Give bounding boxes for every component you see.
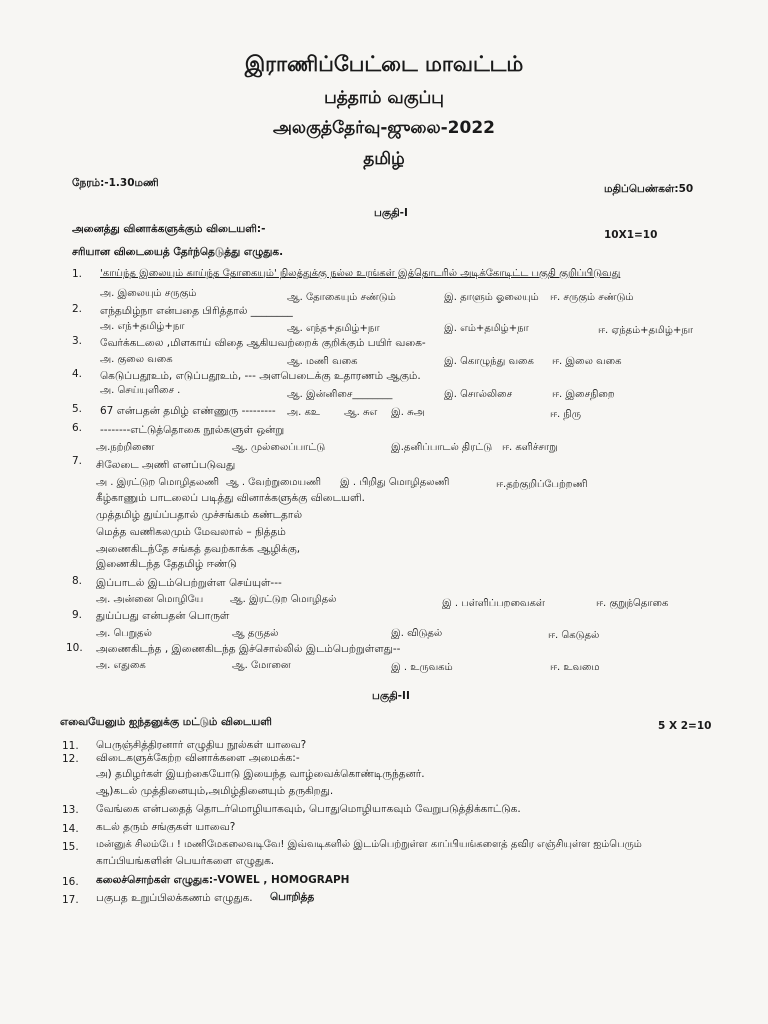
q11-text: பெருஞ்சித்திரனார் எழுதிய நூல்கள் யாவை? (96, 739, 307, 751)
q6-text: --------எட்டுத்தொகை நூல்களுள் ஒன்று (100, 424, 285, 436)
part1-mark-scheme: 10X1=10 (604, 229, 658, 241)
q10-option-a: அ. எதுகை (96, 660, 146, 671)
q1-text: 'காய்ந்த இலையும் காய்ந்த தோகையும்' நிலத்துக்கு நல்ல உரங்கள் இத்தொடரில் அடிக்கோடிட்ட பகுதி குறிப்பிடுவது (100, 268, 621, 279)
q5-option-d: ஈ. நிரு (550, 409, 581, 420)
exam-marks: மதிப்பெண்கள்:50 (604, 183, 694, 195)
q6-number: 6. (72, 422, 83, 434)
q4-option-b: ஆ. இன்னிசை________ (287, 389, 393, 400)
q2-option-d: ஈ. ஏந்தம்+தமிழ்+நா (598, 325, 693, 336)
class-title: பத்தாம் வகுப்பு (324, 88, 444, 108)
part1-sub-instruction: சரியான விடையைத் தேர்ந்தெடுத்து எழுதுக. (72, 246, 284, 258)
q3-option-b: ஆ. மணி வகை (287, 356, 358, 367)
q5-number: 5. (72, 403, 83, 415)
q10-option-b: ஆ. மோனை (232, 660, 291, 671)
q2-option-c: இ. எம்+தமிழ்+நா (444, 323, 529, 334)
q15-number: 15. (62, 841, 79, 853)
q6-option-d: ஈ. களிச்சாறு (502, 442, 558, 453)
q4-option-a: அ. செய்யுளிசை . (100, 385, 181, 396)
q7-option-c: இ . பிறிது மொழிதலணி (340, 477, 450, 488)
poem-line-2: மெத்த வணிகலமும் மேவலால் – நித்தம் (96, 526, 286, 538)
q6-option-b: ஆ. முல்லைப்பாட்டு (232, 442, 326, 453)
q9-option-a: அ. பெறுதல் (96, 628, 152, 639)
poem-line-4: இணைகிடந்த தேதமிழ் ஈண்டு (96, 558, 237, 570)
q12-line-2: ஆ)கடல் முத்தினையும்,அமிழ்தினையும் தருகிறது. (96, 785, 334, 797)
poem-line-1: முத்தமிழ் துய்ப்பதால் முச்சங்கம் கண்டதால் (96, 509, 303, 521)
part2-mark-scheme: 5 X 2=10 (658, 720, 712, 732)
q8-option-a: அ. அன்னை மொழியே (96, 594, 204, 605)
q2-option-a: அ. எந்+தமிழ்+நா (100, 321, 185, 332)
q3-number: 3. (72, 335, 83, 347)
q4-option-c: இ. சொல்லிசை (444, 389, 513, 400)
q8-option-c: இ . பள்ளிப்பறவைகள் (442, 598, 545, 609)
q10-option-d: ஈ. உவமை (550, 662, 600, 673)
q1-option-d: ஈ. சருகும் சண்டும் (550, 292, 634, 303)
q5-option-a: அ. கஉ (287, 407, 320, 418)
q10-option-c: இ . உருவகம் (391, 662, 453, 673)
q1-option-c: இ. தாளும் ஓலையும் (444, 292, 539, 303)
q7-option-a: அ . இரட்டுற மொழிதலணி (96, 477, 219, 488)
q13-text: வேங்கை என்பதைத் தொடர்மொழியாகவும், பொதுமொழியாகவும் வேறுபடுத்திக்காட்டுக. (96, 803, 521, 815)
q11-number: 11. (62, 740, 79, 752)
q7-option-d: ஈ.தற்குறிப்பேற்றணி (496, 479, 588, 490)
part2-title: பகுதி-II (372, 690, 410, 702)
q12-text: விடைகளுக்கேற்ற வினாக்களை அமைக்க:- (96, 752, 300, 764)
q13-number: 13. (62, 804, 79, 816)
q2-option-b: ஆ. எந்த+தமிழ்+நா (287, 323, 380, 334)
q3-text: வேர்க்கடலை ,மிளகாய் விதை ஆகியவற்றைக் குறிக்கும் பயிர் வகை- (100, 337, 426, 349)
q7-text: சிலேடை அணி எனப்படுவது (96, 459, 236, 471)
q2-text: எந்தமிழ்நா என்பதை பிரித்தால் ________ (100, 305, 293, 317)
q8-text: இப்பாடல் இடம்பெற்றுள்ள செய்யுள்--- (96, 577, 282, 589)
q16-text: கலைச்சொற்கள் எழுதுக:-VOWEL , HOMOGRAPH (96, 874, 350, 886)
q14-number: 14. (62, 823, 79, 835)
part2-instruction: எவையேனும் ஐந்தனுக்கு மட்டும் விடையளி (60, 716, 272, 728)
q9-text: துய்ப்பது என்பதன் பொருள் (96, 610, 230, 622)
q12-line-1: அ) தமிழர்கள் இயற்கையோடு இயைந்த வாழ்வைக்கொண்டிருந்தனர். (96, 768, 425, 780)
q8-number: 8. (72, 575, 83, 587)
q17-word: பொறித்த (270, 891, 315, 903)
q4-number: 4. (72, 368, 83, 380)
q7-option-b: ஆ . வேற்றுமையணி (226, 477, 321, 488)
q10-number: 10. (66, 642, 83, 654)
q9-option-b: ஆ தருதல் (232, 628, 279, 639)
q1-option-b: ஆ. தோகையும் சண்டும் (287, 292, 396, 303)
district-title: இராணிப்பேட்டை மாவட்டம் (244, 52, 524, 76)
q2-number: 2. (72, 303, 83, 315)
q9-number: 9. (72, 609, 83, 621)
q15-text: மன்னுக் சிலம்பே ! மணிமேகலைவடிவே! இவ்வடிகளில் இடம்பெற்றுள்ள காப்பியங்களைத் தவிர எஞ்சியுள்ள ஐம்பெரும் (96, 839, 642, 850)
q5-text: 67 என்பதன் தமிழ் எண்ணுரு --------- (100, 405, 276, 417)
q10-text: அணைகிடந்த , இணைகிடந்த இச்சொல்லில் இடம்பெற்றுள்ளது-- (96, 643, 401, 655)
exam-title: அலகுத்தேர்வு-ஜுலை-2022 (272, 118, 495, 138)
q5-option-c: இ. சுஅ (391, 407, 425, 418)
q15-line-2: காப்பியங்களின் பெயர்களை எழுதுக. (96, 855, 275, 867)
q8-option-b: ஆ. இரட்டுற மொழிதல் (230, 594, 337, 605)
part1-title: பகுதி-I (374, 207, 408, 219)
q5-option-b: ஆ. சுஎ (344, 407, 378, 418)
q3-option-d: ஈ. இலை வகை (552, 356, 622, 367)
q3-option-a: அ. குலை வகை (100, 354, 173, 365)
q8-option-d: ஈ. குறுந்தொகை (596, 598, 669, 609)
q7-number: 7. (72, 455, 83, 467)
q3-option-c: இ. கொழுந்து வகை (444, 356, 534, 367)
part1-instruction: அனைத்து வினாக்களுக்கும் விடையளி:- (72, 223, 266, 235)
q1-number: 1. (72, 268, 83, 280)
poem-line-3: அணைகிடந்தே சங்கத் தவற்காக்க ஆழிக்கு, (96, 543, 301, 555)
q1-option-a: அ. இலையும் சருகும் (100, 288, 197, 299)
q12-number: 12. (62, 753, 79, 765)
poem-intro: கீழ்காணும் பாடலைப் படித்து வினாக்களுக்கு விடையளி. (96, 492, 365, 504)
subject-title: தமிழ் (363, 149, 405, 169)
q17-text: பகுபத உறுப்பிலக்கணம் எழுதுக. (96, 892, 253, 904)
q17-number: 17. (62, 894, 79, 906)
exam-time: நேரம்:-1.30மணி (72, 177, 159, 189)
q9-option-d: ஈ. கெடுதல் (548, 630, 600, 641)
q9-option-c: இ. விடுதல் (391, 628, 443, 639)
q6-option-a: அ.நற்றிணை (96, 442, 155, 453)
q4-option-d: ஈ. இசைநிறை (552, 389, 615, 400)
q16-number: 16. (62, 876, 79, 888)
q4-text: கெடுப்பதூஉம், எடுப்பதூஉம், --- அளபெடைக்கு உதாரணம் ஆகும். (100, 370, 421, 382)
q14-text: கடல் தரும் சங்குகள் யாவை? (96, 821, 236, 833)
q6-option-c: இ.தனிப்பாடல் திரட்டு (391, 442, 493, 453)
